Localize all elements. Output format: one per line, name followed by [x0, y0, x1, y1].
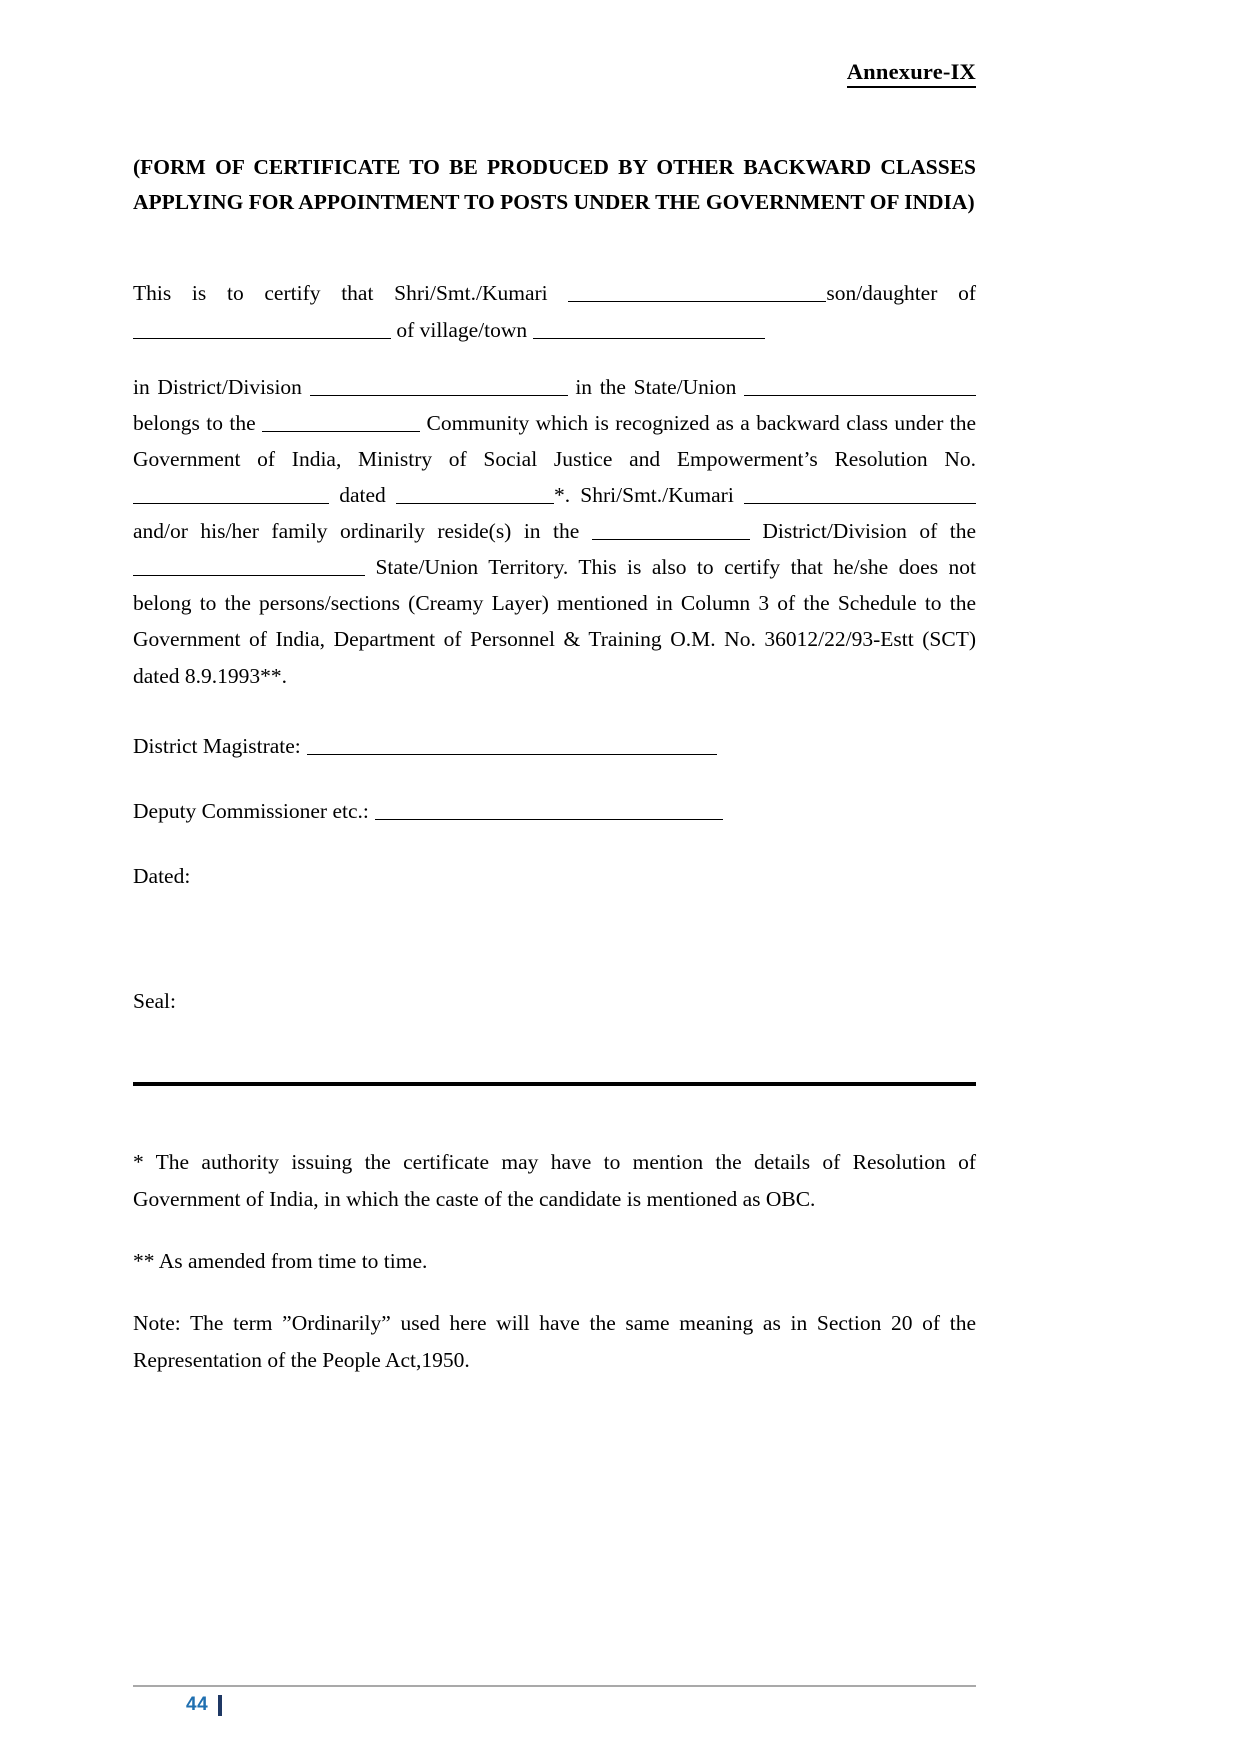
footnote-double-asterisk: ** As amended from time to time. [133, 1248, 428, 1273]
page-footer [133, 1685, 976, 1755]
deputy-commissioner-input[interactable] [375, 797, 723, 820]
son-daughter-text: son/daughter of [826, 281, 976, 306]
district-magistrate-input[interactable] [307, 732, 717, 755]
blank-resolution-date-field[interactable] [396, 481, 554, 504]
page-number-tick-icon [218, 1695, 222, 1716]
annexure-header [133, 0, 976, 88]
district-magistrate-row [133, 728, 976, 764]
asterisk-marker: *. [553, 482, 571, 507]
shri-smt-kumari-text: Shri/Smt./Kumari [580, 482, 734, 507]
district-of-the-text: District/Division of the [762, 519, 977, 544]
certify-intro-text: This is to certify that Shri/Smt./Kumari [133, 281, 548, 306]
deputy-commissioner-row [133, 793, 976, 829]
blank-community-field[interactable] [262, 409, 420, 432]
blank-parent-field[interactable] [133, 316, 391, 339]
footnote-asterisk: * The authority issuing the certificate may have to mention the details of Resolution of Government of India, in which the caste of the candidate is mentioned as OBC. [133, 1150, 976, 1212]
community-recognized-text: Community which is recognized as a backward class under the Government of India, Ministry of Social Justice and Empowerment’s Resolution No. [133, 410, 977, 471]
belongs-to-text: belongs to the [133, 410, 256, 435]
certificate-body [133, 275, 976, 693]
village-town-text: of village/town [396, 317, 528, 342]
blank-reside-state-field[interactable] [133, 554, 365, 577]
state-union-text: in the State/Union [575, 374, 737, 399]
blank-resolution-no-field[interactable] [133, 481, 329, 504]
annexure-label: Annexure-IX [847, 60, 976, 88]
blank-resident-name-field[interactable] [744, 481, 976, 504]
page-title: (FORM OF CERTIFICATE TO BE PRODUCED BY OTHER BACKWARD CLASSES APPLYING FOR APPOINTMENT TO POSTS UNDER THE GOVERNMENT OF INDIA) [133, 154, 976, 214]
blank-district-field[interactable] [310, 373, 568, 396]
blank-name-field[interactable] [568, 280, 826, 303]
page-number: 44 [186, 1694, 209, 1715]
district-magistrate-label: District Magistrate: [133, 733, 301, 758]
footnotes-section [133, 1144, 976, 1379]
footnote-note: Note: The term ”Ordinarily” used here will have the same meaning as in Section 20 of the Representation of the People Act,1950. [133, 1310, 976, 1372]
blank-village-field[interactable] [533, 316, 765, 339]
dated-text: dated [339, 482, 386, 507]
dated-row [133, 858, 976, 894]
creamy-layer-text: State/Union Territory. This is also to certify that he/she does not belong to the persons/sections (Creamy Layer) mentioned in Column 3 of the Schedule to the Government of India, Department of Personnel & Training O.M. No. 36012/22/93-Estt (SCT) dated 8.9.1993**. [133, 555, 976, 688]
district-division-text: in District/Division [133, 374, 302, 399]
dated-label: Dated: [133, 863, 191, 888]
seal-label: Seal: [133, 988, 176, 1013]
body-paragraph-2 [133, 369, 976, 694]
document-content [133, 0, 976, 1379]
blank-reside-district-field[interactable] [592, 518, 750, 541]
family-resides-text: and/or his/her family ordinarily reside(s) in the [133, 519, 580, 544]
body-paragraph-1 [133, 275, 976, 347]
signature-block [133, 728, 976, 1019]
seal-row [133, 983, 976, 1019]
blank-state-field[interactable] [744, 373, 976, 396]
page-number-group [186, 1694, 222, 1716]
deputy-commissioner-label: Deputy Commissioner etc.: [133, 798, 369, 823]
section-divider [133, 1082, 976, 1086]
footer-divider [133, 1685, 976, 1687]
